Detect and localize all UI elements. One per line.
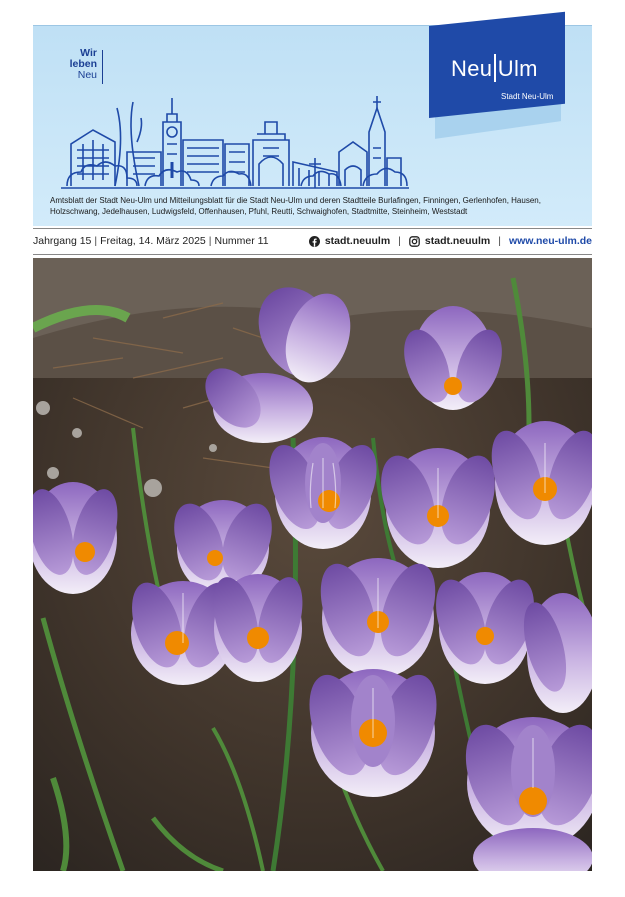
slogan-line-2: leben	[69, 58, 97, 70]
issue-date: Freitag, 14. März 2025	[100, 235, 206, 247]
issue-info	[33, 235, 269, 247]
logo-word-neu: Neu	[451, 56, 493, 81]
separator: |	[94, 235, 98, 247]
social-links	[309, 235, 592, 247]
slogan-line-3: Neu	[77, 69, 97, 81]
logo-divider-bar	[494, 54, 496, 82]
separator: |	[208, 235, 212, 247]
website-link[interactable]: www.neu-ulm.de	[508, 235, 592, 247]
instagram-icon	[409, 236, 420, 247]
facebook-icon	[309, 236, 320, 247]
cover-photo-crocuses	[33, 258, 592, 871]
meta-rule-bottom	[33, 254, 592, 255]
crocus-photo-illustration	[33, 258, 592, 871]
city-slogan	[51, 48, 97, 81]
publication-description: Amtsblatt der Stadt Neu-Ulm und Mitteilungsblatt für die Stadt Neu-Ulm und deren Stadtteile Burlafingen, Finningen, Gerlenhofen, Hausen, Holzschwang, Jedelhausen, Ludwigsfeld, Offenhausen, Pfuhl, Reutti, Schwaighofen, Stadtmitte, Steinheim, Weststadt	[50, 196, 541, 216]
separator: |	[498, 235, 501, 247]
masthead-banner	[33, 25, 592, 226]
facebook-link[interactable]: stadt.neuulm	[324, 235, 391, 247]
meta-rule-top	[33, 228, 592, 229]
city-logo-wordmark	[451, 54, 538, 82]
issue-volume: Jahrgang 15	[33, 235, 92, 247]
slogan-line-1: Wir	[80, 47, 97, 59]
logo-word-ulm: Ulm	[497, 56, 538, 81]
issue-number: Nummer 11	[214, 235, 269, 247]
separator: |	[398, 235, 401, 247]
logo-subtitle: Stadt Neu-Ulm	[501, 92, 554, 101]
city-skyline-illustration	[53, 78, 413, 190]
instagram-link[interactable]: stadt.neuulm	[424, 235, 491, 247]
